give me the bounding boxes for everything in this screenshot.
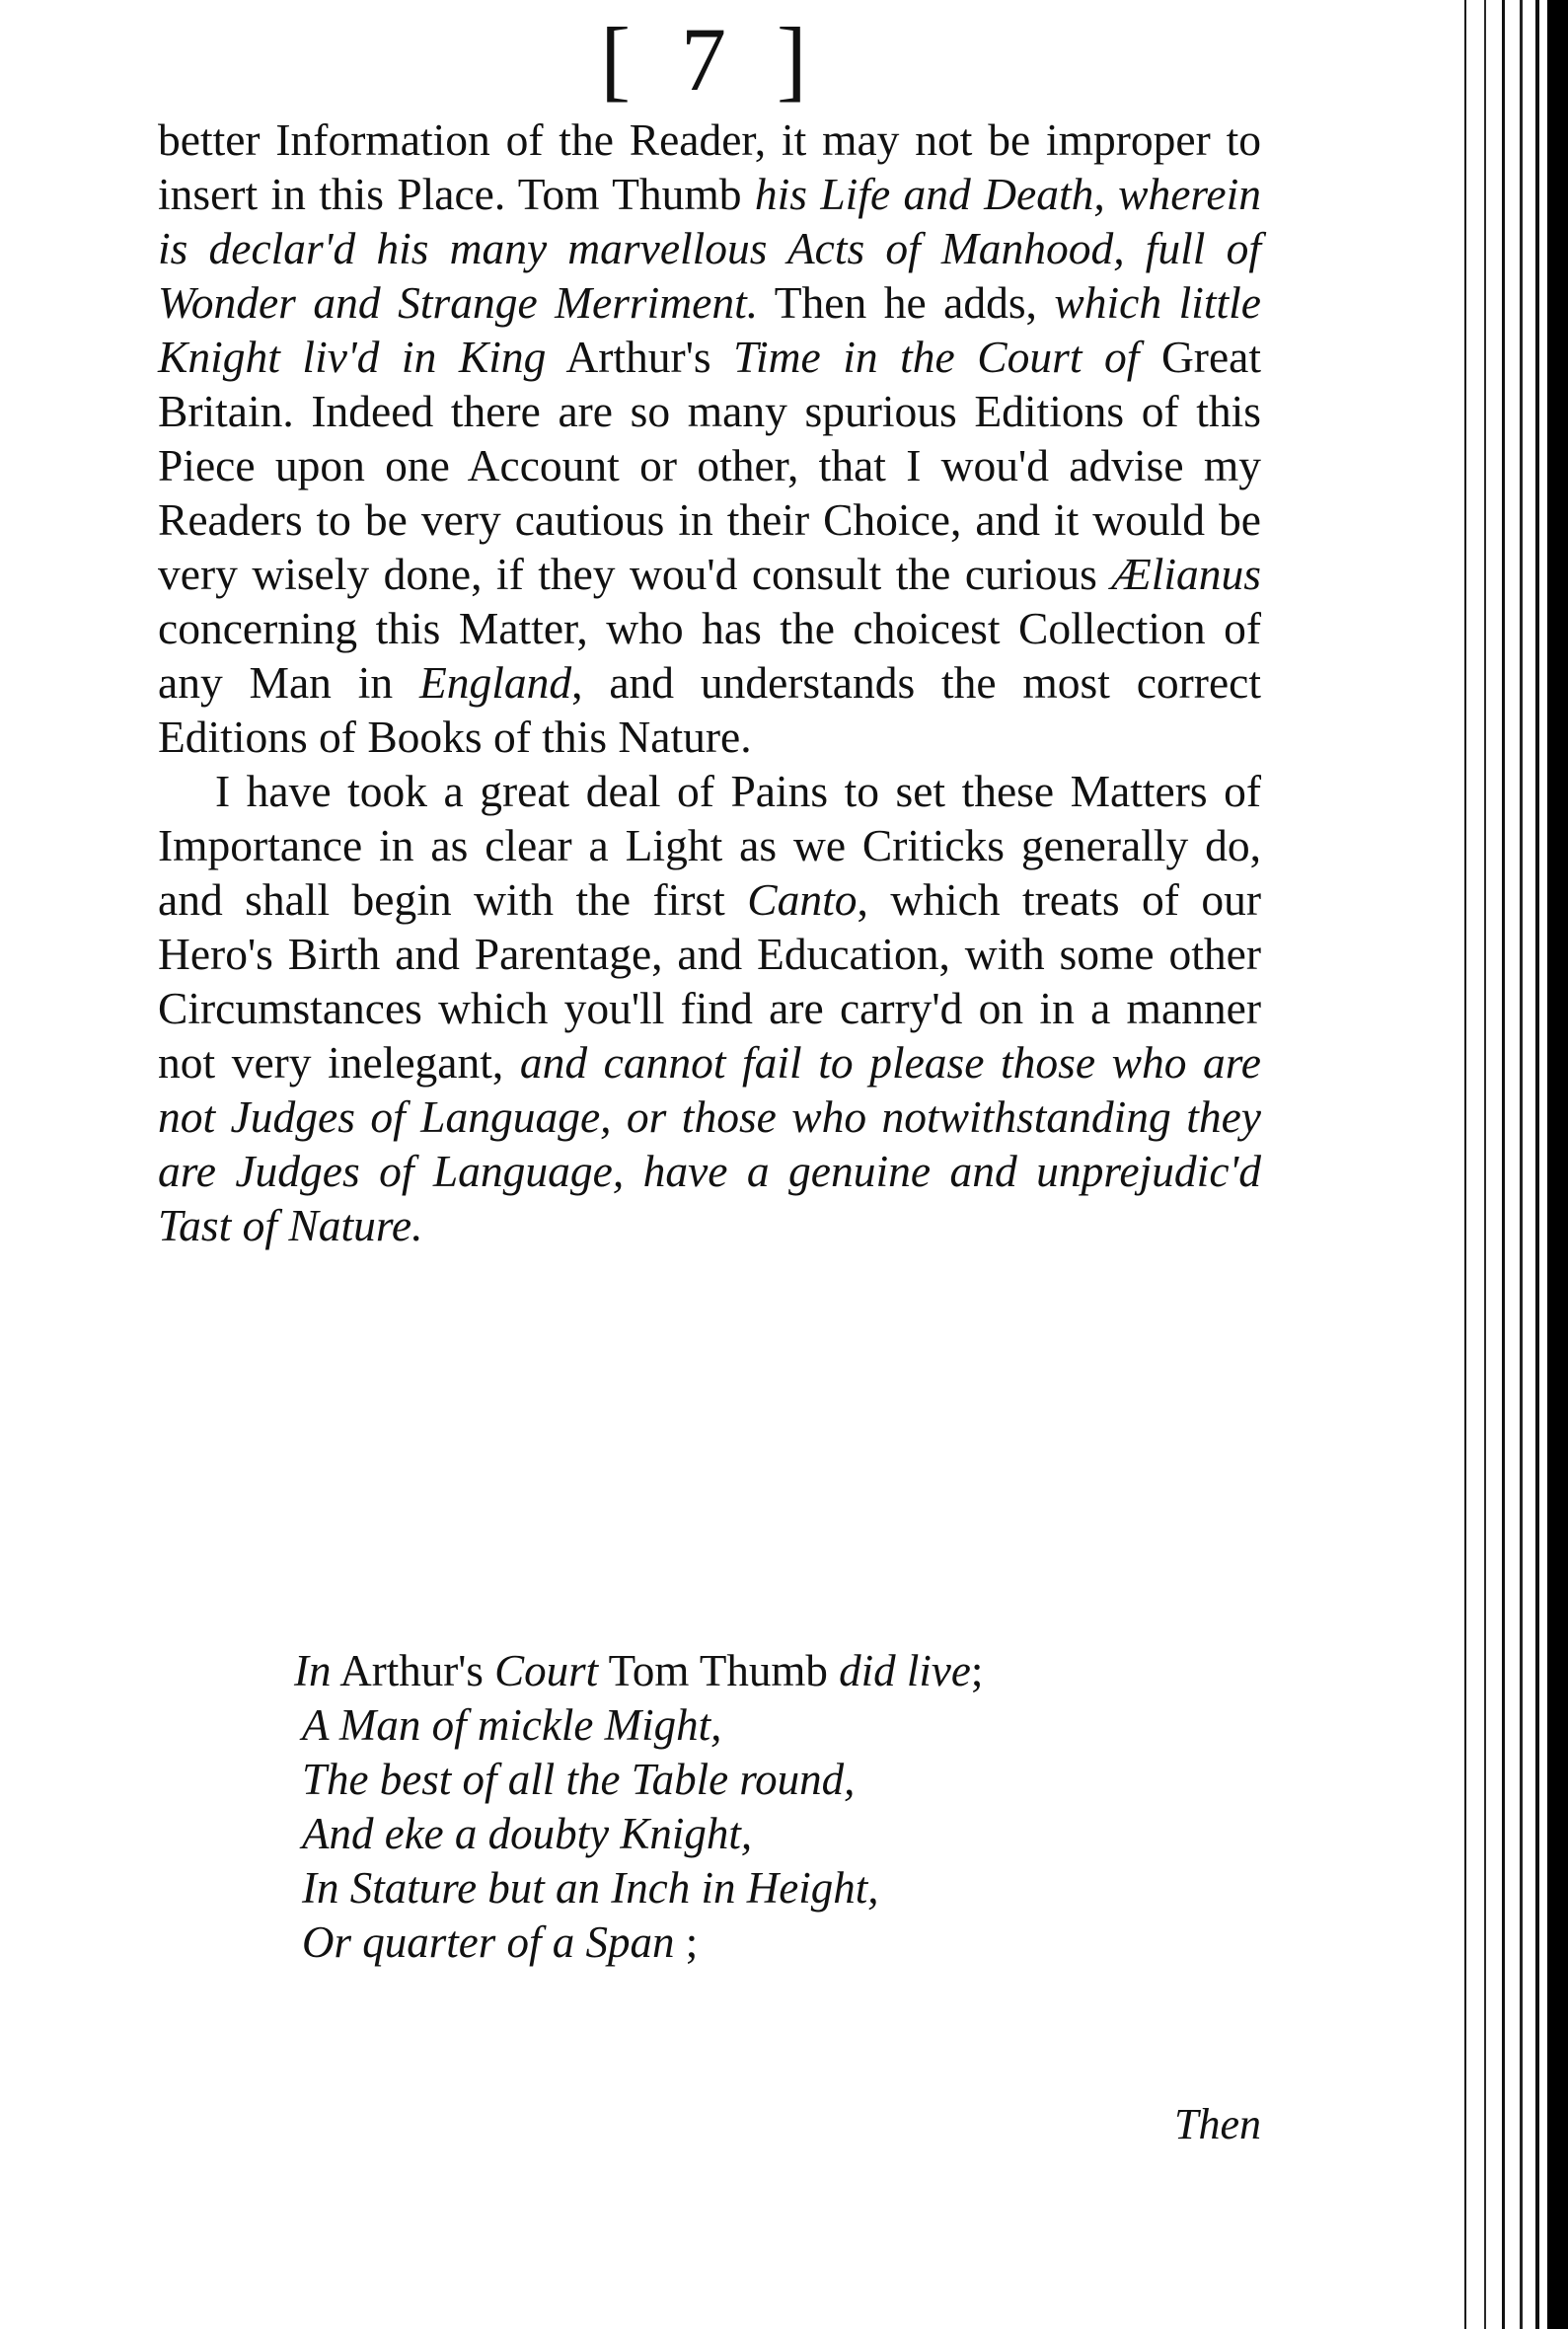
catchword: Then — [1174, 2100, 1261, 2148]
italic-text-run: his Life and Death, wherein is declar'd his many marvellous Acts of Manhood, full of Wonder and Strange Merriment. — [158, 169, 1261, 328]
verse-stanza — [294, 1644, 1281, 1970]
italic-text-run: did live — [839, 1646, 971, 1695]
paragraph-1 — [158, 113, 1261, 764]
text-run: concerning this Matter, who has the choicest Collection of any Man in — [158, 603, 1261, 708]
italic-text-run: In — [294, 1646, 332, 1695]
italic-text-run: In Stature but an Inch in Height, — [302, 1863, 879, 1913]
page-number: [ 7 ] — [600, 9, 821, 110]
italic-text-run: Court — [494, 1646, 599, 1695]
italic-text-run: The best of all the Table round, — [302, 1755, 856, 1804]
verse-line — [294, 1807, 1281, 1861]
book-binding-edge — [1451, 0, 1568, 2329]
italic-text-run: Time in the Court of — [733, 332, 1140, 382]
italic-text-run: and cannot fail to please those who are not Judges of Language, or those who notwithstanding they are Judges of Language, have a genuine and unprejudic'd Tast of Nature. — [158, 1037, 1261, 1250]
italic-text-run: A Man of mickle Might, — [302, 1700, 722, 1750]
italic-text-run: Canto — [747, 874, 858, 925]
paragraph-2 — [158, 764, 1261, 1252]
italic-text-run: Or quarter of a Span — [302, 1917, 675, 1967]
italic-text-run: And eke a doubty Knight, — [302, 1809, 753, 1858]
verse-line — [294, 1644, 1281, 1698]
verse-line — [294, 1916, 1281, 1970]
text-run: Arthur's — [546, 332, 734, 382]
text-run: , which treats of our Hero's Birth and Parentage, and Education, with some other Circumstances which you'll find are carry'd on in a manner not very inelegant, — [158, 874, 1261, 1088]
text-run: , and understands the most correct Editions of Books of this Nature. — [158, 657, 1261, 762]
italic-text-run: which little Knight liv'd in King — [158, 277, 1261, 382]
text-run: ; — [970, 1646, 984, 1695]
italic-text-run: Ælianus — [1111, 549, 1261, 599]
italic-text-run: England — [418, 657, 572, 708]
verse-line — [294, 1861, 1281, 1916]
text-run: Tom Thumb — [598, 1646, 840, 1695]
text-run: Arthur's — [331, 1646, 495, 1695]
text-run: better Information of the Reader, it may not be improper to insert in this Place. Tom Thumb — [158, 114, 1261, 219]
verse-line — [294, 1698, 1281, 1753]
text-run: ; — [674, 1917, 699, 1967]
prose-body — [158, 113, 1261, 1252]
text-run: I have took a great deal of Pains to set these Matters of Importance in as clear a Light as we Criticks generally do, and shall begin with the first — [158, 766, 1261, 925]
verse-line — [294, 1753, 1281, 1807]
text-run: Great Britain. Indeed there are so many spurious Editions of this Piece upon one Account or other, that I wou'd advise my Readers to be very cautious in their Choice, and it would be very wisely done, if they wou'd consult the curious — [158, 332, 1261, 599]
text-run: Then he adds, — [758, 277, 1055, 328]
